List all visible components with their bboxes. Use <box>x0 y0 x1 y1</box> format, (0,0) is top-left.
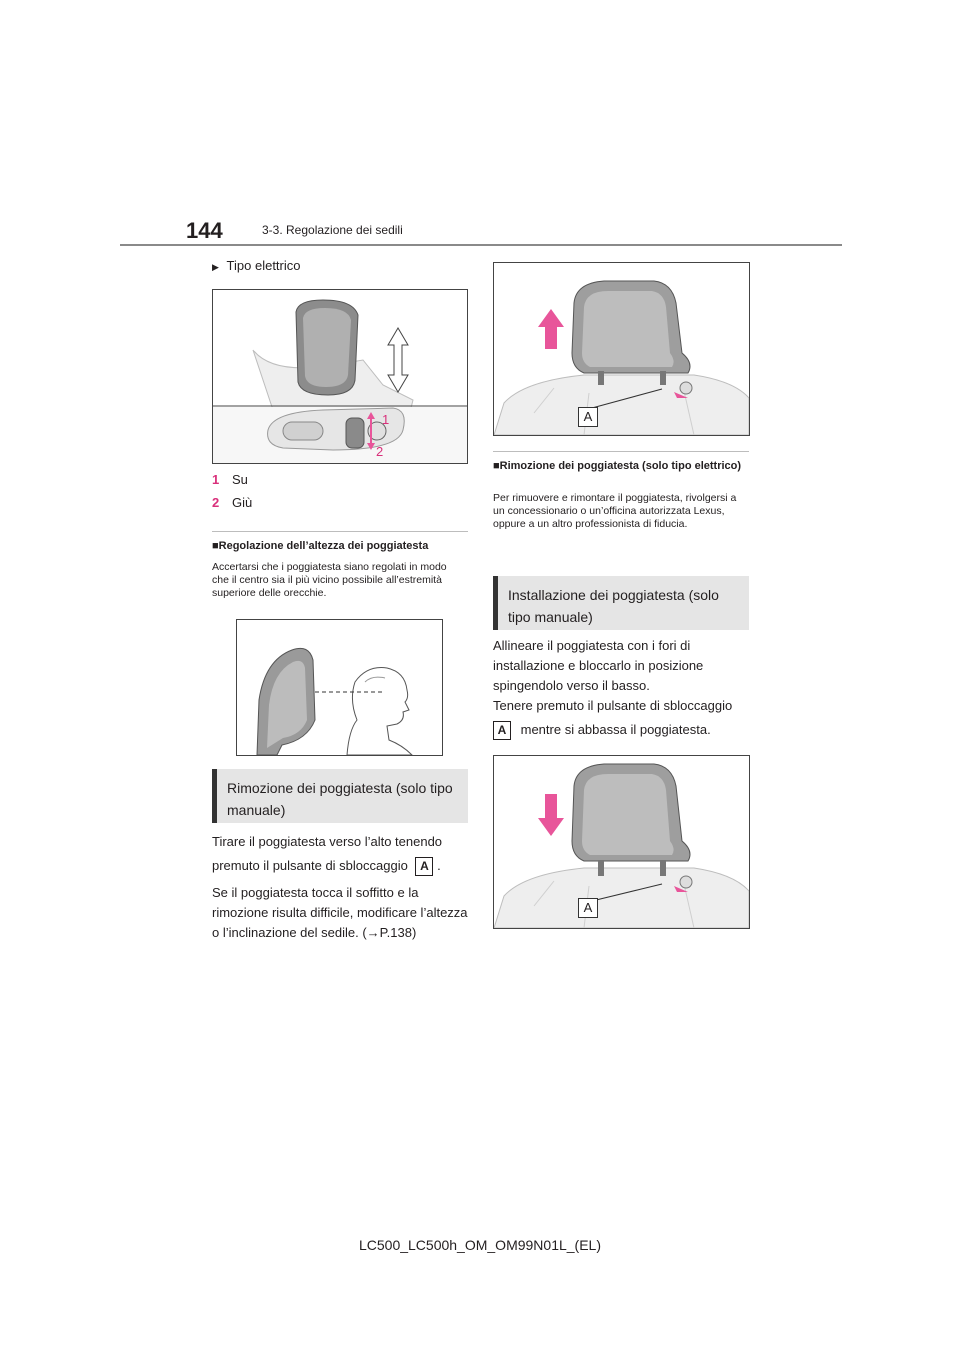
square-bullet-icon: ■ <box>493 460 500 472</box>
figure-callout-1: 1 <box>382 412 390 427</box>
page-number: 144 <box>186 218 223 243</box>
headrest-install-figure <box>493 755 750 929</box>
section-divider <box>212 531 468 532</box>
section-title: 3-3. Regolazione dei sedili <box>262 223 403 237</box>
headrest-removal-figure <box>493 262 750 436</box>
triangle-bullet-icon: ▶ <box>212 262 219 272</box>
install-text-3: A mentre si abbassa il poggiatesta. <box>493 720 749 740</box>
removal-text-1: Tirare il poggiatesta verso l’alto tenendo <box>212 834 443 849</box>
removal-text-2: Se il poggiatesta tocca il soffitto e la rimozione risulta difficile, modificare l’altezza o l’inclinazione del sedile. (→P.138) <box>212 885 468 940</box>
legend-label: Giù <box>232 495 253 510</box>
document-code: LC500_LC500h_OM_OM99N01L_(EL) <box>358 1237 602 1253</box>
legend-label: Su <box>232 472 248 487</box>
removal-manual-header: Rimozione dei poggiatesta (solo tipo manuale) <box>212 769 468 823</box>
removal-electric-heading: ■Rimozione dei poggiatesta (solo tipo elettrico) <box>493 460 742 472</box>
bullet-title: Tipo elettrico <box>226 258 301 273</box>
header-divider <box>120 244 842 246</box>
adjust-heading: ■Regolazione dell’altezza dei poggiatesta <box>212 540 429 552</box>
install-text-2: Tenere premuto il pulsante di sbloccaggio <box>493 698 733 713</box>
figure-label-a: A <box>578 407 598 427</box>
headrest-position-figure <box>236 619 443 756</box>
legend-item <box>212 493 253 513</box>
release-button-label: A <box>493 721 511 740</box>
electric-headrest-figure <box>212 289 468 464</box>
adjust-text: Accertarsi che i poggiatesta siano regolati in modo che il centro sia il più vicino possibile all’estremità superiore delle orecchie. <box>212 561 447 599</box>
release-button-label: A <box>415 857 433 876</box>
bullet-item <box>212 256 300 277</box>
removal-electric-text: Per rimuovere e rimontare il poggiatesta, rivolgersi a un concessionario o un’officina autorizzata Lexus, oppure a un altro professionista di fiducia. <box>493 492 737 530</box>
legend-number: 2 <box>212 495 220 510</box>
legend-item <box>212 470 248 490</box>
figure-callout-2: 2 <box>376 444 384 459</box>
section-divider <box>493 451 749 452</box>
install-manual-header: Installazione dei poggiatesta (solo tipo manuale) <box>493 576 749 630</box>
install-text: Allineare il poggiatesta con i fori di installazione e bloccarlo in posizione spingendolo verso il basso. <box>493 638 704 693</box>
legend-number: 1 <box>212 472 220 487</box>
figure-label-a: A <box>578 898 598 918</box>
removal-text-1b: premuto il pulsante di sbloccaggio A . <box>212 856 468 876</box>
square-bullet-icon: ■ <box>212 540 219 552</box>
